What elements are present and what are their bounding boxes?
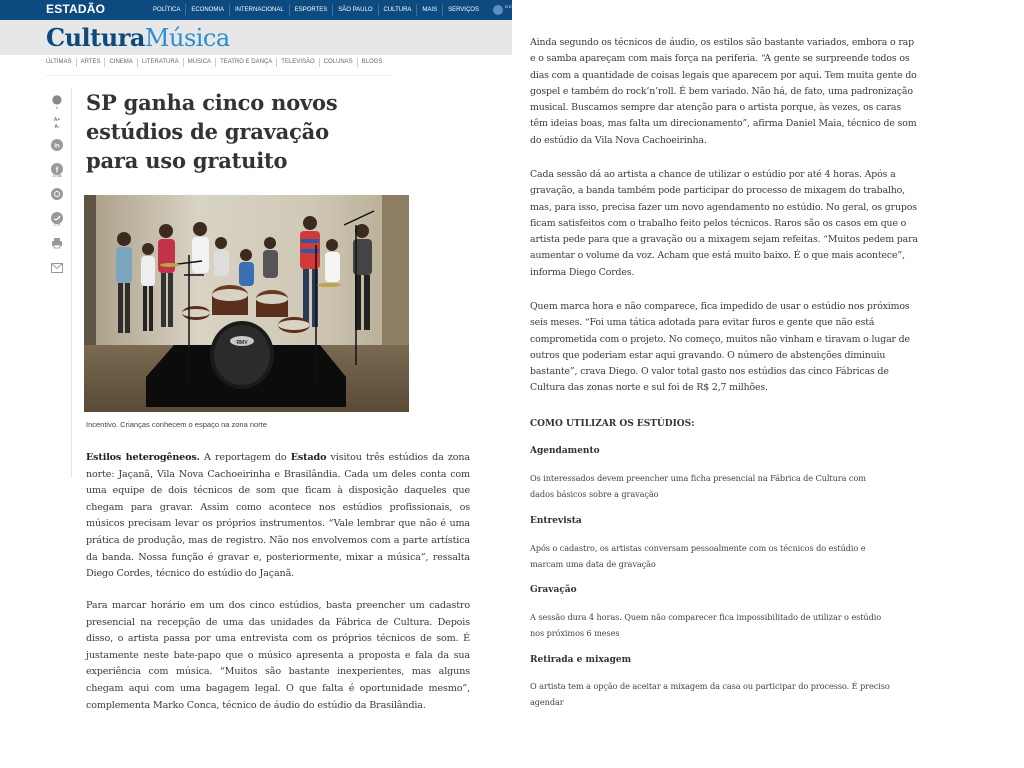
subnav-item-ultimas[interactable]: ÚLTIMAS [46, 59, 72, 65]
subnav-item-literatura[interactable]: LITERATURA [137, 58, 183, 67]
comment-count: 0 [55, 105, 59, 110]
site-logo[interactable]: ESTADÃO [46, 2, 106, 16]
how-to-title: COMO UTILIZAR OS ESTÚDIOS: [530, 419, 695, 429]
paragraph-1-estado: Estado [290, 452, 327, 463]
comment-icon[interactable]: ● [51, 92, 63, 106]
step-text-retirada: O artista tem a opção de aceitar a mixagem da casa ou participar do processo. É preciso agendar [530, 681, 890, 707]
article-paragraph-2: Para marcar horário em um dos cinco estúdios, basta preencher um cadastro presencial na recepção de uma das unidades da Fábrica de Cultura. Depois disso, o artista passa por uma entrevista com os próprios técnicos de som. É justamente neste bate-papo que o músico apresenta a proposta e fala da sua experiência com música. “Muitos são bastante inexperientes, mas alguns chegam aqui com uma bagagem legal. O que falta é oportunidade mesmo”, complementa Marko Conca, técnico de áudio do estúdio da Brasilândia. [86, 600, 470, 711]
step-text-agendamento: Os interessados devem preencher uma ficha presencial na Fábrica de Cultura com dados básicos sobre a gravação [530, 473, 866, 499]
subnav-item-teatro-e-danca[interactable]: TEATRO E DANÇA [215, 58, 276, 67]
nav-item-mais[interactable]: MAIS [416, 4, 442, 16]
step-text-gravacao: A sessão dura 4 horas. Quem não comparecer fica impossibilitado de utilizar o estúdio nos próximos 6 meses [530, 612, 882, 638]
nav-item-esportes[interactable]: ESPORTES [289, 4, 333, 16]
step-title-retirada: Retirada e mixagem [530, 655, 632, 665]
subnav-item-televisao[interactable]: TELEVISÃO [276, 58, 318, 67]
section-title-cultura: Cultura [46, 23, 145, 52]
nav-item-politica[interactable]: POLÍTICA [153, 7, 181, 13]
section-title[interactable] [46, 23, 230, 52]
section-title-musica: Música [144, 24, 230, 52]
paragraph-lead: Estilos heterogêneos. [86, 452, 200, 463]
article-paragraph-3: Ainda segundo os técnicos de áudio, os estilos são bastante variados, embora o rap e o samba apareçam com mais força na periferia. “A gente se surpreende todos os dias com a quantidade de coisas legais que aparecem por aqui. Tem muita gente do gospel e também do rock’n’roll. É bem variado. Não há, de fato, uma padronização musical. Buscamos sempre dar atenção para o artista porque, às vezes, os caras têm ideias boas, mas falta um direcionamento”, afirma Daniel Maia, técnico de som do estúdio da Vila Nova Cachoeirinha. [530, 37, 917, 146]
google-plus-icon[interactable] [50, 185, 64, 204]
right-page [512, 0, 1024, 768]
photo-band-rehearsal [84, 195, 409, 412]
article-paragraph-5: Quem marca hora e não comparece, fica impedido de usar o estúdio nos próximos seis meses. “Foi uma tática adotada para evitar furos e gente que não está comprometida com o projeto. No começo, muitos não vinham e tiravam o lugar de outros que poderiam estar aqui gravando. O número de abstenções diminuiu bastante”, crava Diego. O valor total gasto nos estúdios das cinco Fábricas de Cultura das zonas norte e sul foi de R$ 2,7 milhões. [530, 301, 910, 394]
article-paragraph-4: Cada sessão dá ao artista a chance de utilizar o estúdio por até 4 horas. Após a gravação, a banda também pode participar do processo de mixagem do trabalho, mas, para isso, precisa fazer um novo agendamento no estúdio. No geral, os grupos ficam satisfeitos com o trabalho feito pelos técnicos. Raros são os casos em que o artista pede para que a gravação ou a mixagem sejam refeitas. “Muitos pedem para aumentar o volume da voz. Acham que está muito baixo. É o que mais acontece”, informa Diego Cordes. [530, 169, 918, 278]
svg-text:f: f [55, 165, 59, 175]
svg-text:RMV: RMV [236, 340, 248, 346]
subnav-item-colunas[interactable]: COLUNAS [319, 58, 357, 67]
subnav-item-musica[interactable]: MÚSICA [183, 58, 215, 67]
paragraph-1-part-b: visitou três estúdios da zona norte: Jaçanã, Vila Nova Cachoeirinha e Brasilândia. Cada um deles conta com uma equipe de dois técnicos de som que ficam à disposição daqueles que chegam para gravar. Assim como acontece nos estúdios profissionais, os músicos precisam levar os próprios instrumentos. “Vale lembrar que não é uma prática de produção, mas de registro. Não nos envolvemos com a parte artística da banda. Nossa função é gravar e, posteriormente, mixar a música”, ressalta Diego Cordes, técnico do estúdio do Jaçanã. [86, 452, 470, 580]
font-decrease-button[interactable]: A- [54, 124, 60, 130]
email-icon[interactable] [50, 258, 64, 277]
share-divider [71, 88, 72, 478]
user-badge-icon[interactable] [493, 5, 503, 15]
svg-text:in: in [54, 143, 60, 150]
nav-item-internacional[interactable]: INTERNACIONAL [229, 4, 289, 16]
site-header [0, 0, 512, 20]
section-subnav [46, 58, 386, 67]
nav-item-economia[interactable]: ECONOMIA [185, 4, 229, 16]
article-photo[interactable] [84, 195, 409, 412]
step-title-gravacao: Gravação [530, 585, 577, 595]
facebook-count: 19.8k [52, 173, 62, 178]
subnav-item-artes[interactable]: ARTES [76, 58, 105, 67]
nav-item-cultura[interactable]: CULTURA [378, 4, 417, 16]
subnav-divider [46, 75, 391, 76]
nav-item-servicos[interactable]: SERVIÇOS [442, 4, 484, 16]
article-headline: SP ganha cinco novos estúdios de gravação para uso gratuito [86, 90, 338, 173]
font-increase-button[interactable]: A+ [53, 117, 61, 123]
subnav-item-cinema[interactable]: CINEMA [104, 58, 136, 67]
step-title-entrevista: Entrevista [530, 516, 582, 526]
nav-item-sao-paulo[interactable]: SÃO PAULO [332, 4, 377, 16]
step-title-agendamento: Agendamento [530, 446, 600, 456]
linkedin-icon[interactable] [50, 136, 64, 155]
twitter-count: 279 [53, 222, 61, 227]
paragraph-1-part-a: A reportagem do [199, 452, 291, 463]
corner-text: O E [505, 4, 512, 9]
photo-caption: Incentivo. Crianças conhecem o espaço na zona norte [86, 420, 267, 429]
step-text-entrevista: Após o cadastro, os artistas conversam pessoalmente com os técnicos do estúdio e marcam uma data de gravação [530, 543, 866, 569]
print-icon[interactable] [50, 234, 64, 253]
section-banner [0, 20, 512, 55]
main-nav [148, 0, 484, 20]
article-paragraph-1 [86, 450, 470, 583]
subnav-item-blogs[interactable]: BLOGS [357, 58, 387, 67]
